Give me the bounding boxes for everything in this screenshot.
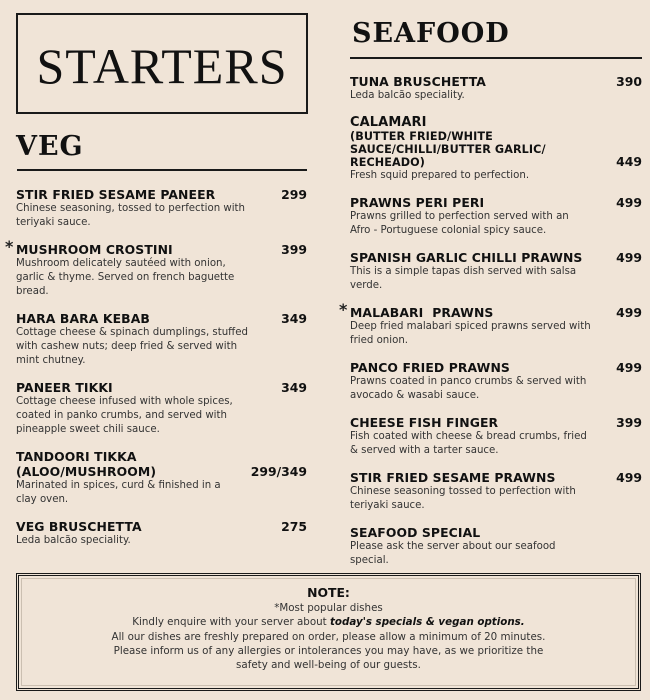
item-name-main: CALAMARI: [350, 115, 427, 130]
veg-section-title: VEG: [16, 131, 84, 162]
starters-title-box: [16, 13, 308, 114]
item-name: SEAFOOD SPECIAL: [350, 525, 481, 540]
item-price: 499: [616, 470, 642, 485]
item-name: PRAWNS PERI PERI: [350, 195, 485, 210]
item-description: Chinese seasoning, tossed to perfection with teriyaki sauce.: [16, 203, 246, 228]
item-price: 349: [281, 311, 307, 326]
item-price: 390: [616, 74, 642, 89]
item-description: Fresh squid prepared to perfection.: [350, 170, 530, 181]
note-popular-legend: *Most popular dishes: [274, 602, 383, 614]
item-price: 449: [616, 154, 642, 169]
item-description: Leda balcão speciality.: [350, 90, 465, 101]
item-name-options: (BUTTER FRIED/WHITE SAUCE/CHILLI/BUTTER GARLIC/ RECHEADO): [350, 130, 546, 169]
item-name: PANCO FRIED PRAWNS: [350, 360, 510, 375]
note-specials-emphasis: today's specials & vegan options.: [329, 616, 525, 629]
item-description: Prawns grilled to perfection served with an Afro - Portuguese colonial spicy sauce.: [350, 211, 569, 236]
item-price: 499: [616, 305, 642, 320]
veg-divider: [17, 169, 307, 171]
menu-item: [350, 195, 642, 238]
menu-item: [350, 115, 642, 183]
item-name: VEG BRUSCHETTA: [16, 519, 142, 534]
item-description: Marinated in spices, curd & finished in a clay oven.: [16, 480, 221, 505]
item-description: Leda balcão speciality.: [16, 535, 131, 546]
menu-item: [350, 470, 642, 513]
menu-item: [350, 74, 642, 103]
menu-item: [350, 250, 642, 293]
item-price: 275: [281, 519, 307, 534]
item-price: 499: [616, 195, 642, 210]
item-description: This is a simple tapas dish served with salsa verde.: [350, 266, 577, 291]
menu-item: [16, 311, 307, 368]
note-specials: [19, 615, 638, 629]
popular-star-icon: *: [339, 300, 348, 319]
menu-item: [339, 300, 642, 348]
item-name: SPANISH GARLIC CHILLI PRAWNS: [350, 250, 583, 265]
menu-item: [16, 187, 307, 230]
item-name: STIR FRIED SESAME PANEER: [16, 187, 216, 202]
menu-item: [350, 360, 642, 403]
item-price: 499: [616, 360, 642, 375]
seafood-divider: [350, 57, 642, 59]
seafood-section-title: SEAFOOD: [352, 18, 510, 49]
menu-item: [350, 525, 642, 568]
item-price: 499: [616, 250, 642, 265]
item-price: 399: [281, 242, 307, 257]
note-specials-prefix: Kindly enquire with your server about: [132, 616, 330, 629]
item-description: Cottage cheese infused with whole spices, coated in panko crumbs, and served with pineapple sweet chili sauce.: [16, 396, 233, 435]
item-description: Prawns coated in panco crumbs & served with avocado & wasabi sauce.: [350, 376, 587, 401]
item-description: Cottage cheese & spinach dumplings, stuffed with cashew nuts; deep fried & served with mint chutney.: [16, 327, 248, 366]
item-price: 299/349: [250, 464, 307, 479]
item-price: 399: [616, 415, 642, 430]
item-description: Please ask the server about our seafood special.: [350, 541, 556, 566]
item-description: Chinese seasoning tossed to perfection with teriyaki sauce.: [350, 486, 576, 511]
menu-item: [16, 519, 307, 548]
note-title: NOTE:: [307, 585, 350, 600]
right-column: [339, 13, 642, 580]
item-name: CHEESE FISH FINGER: [350, 415, 499, 430]
item-name: MUSHROOM CROSTINI: [16, 242, 173, 257]
item-name: MALABARI PRAWNS: [350, 305, 494, 320]
item-name: STIR FRIED SESAME PRAWNS: [350, 470, 556, 485]
note-allergies-cont: safety and well-being of our guests.: [236, 659, 421, 672]
item-price: 299: [281, 187, 307, 202]
menu-item: [16, 449, 307, 507]
item-name: [350, 115, 560, 169]
item-description: Mushroom delicately sautéed with onion, garlic & thyme. Served on french baguette bread.: [16, 258, 235, 297]
item-name: HARA BARA KEBAB: [16, 311, 150, 326]
veg-item-list: [5, 187, 307, 548]
item-name: TUNA BRUSCHETTA: [350, 74, 486, 89]
note-box: [16, 573, 641, 691]
item-name: TANDOORI TIKKA (ALOO/MUSHROOM): [16, 449, 157, 479]
menu-item: [5, 237, 307, 299]
item-price: 349: [281, 380, 307, 395]
left-column: [5, 13, 307, 560]
note-allergies: Please inform us of any allergies or intolerances you may have, as we prioritize the: [113, 644, 544, 657]
menu-item: [16, 380, 307, 437]
seafood-item-list: [339, 74, 642, 568]
note-prep-time: All our dishes are freshly prepared on order, please allow a minimum of 20 minutes.: [111, 630, 546, 643]
menu-item: [350, 415, 642, 458]
item-name: PANEER TIKKI: [16, 380, 113, 395]
item-description: Fish coated with cheese & bread crumbs, fried & served with a tarter sauce.: [350, 431, 587, 456]
item-description: Deep fried malabari spiced prawns served with fried onion.: [350, 321, 591, 346]
page-title: STARTERS: [36, 37, 288, 94]
popular-star-icon: *: [5, 237, 14, 256]
